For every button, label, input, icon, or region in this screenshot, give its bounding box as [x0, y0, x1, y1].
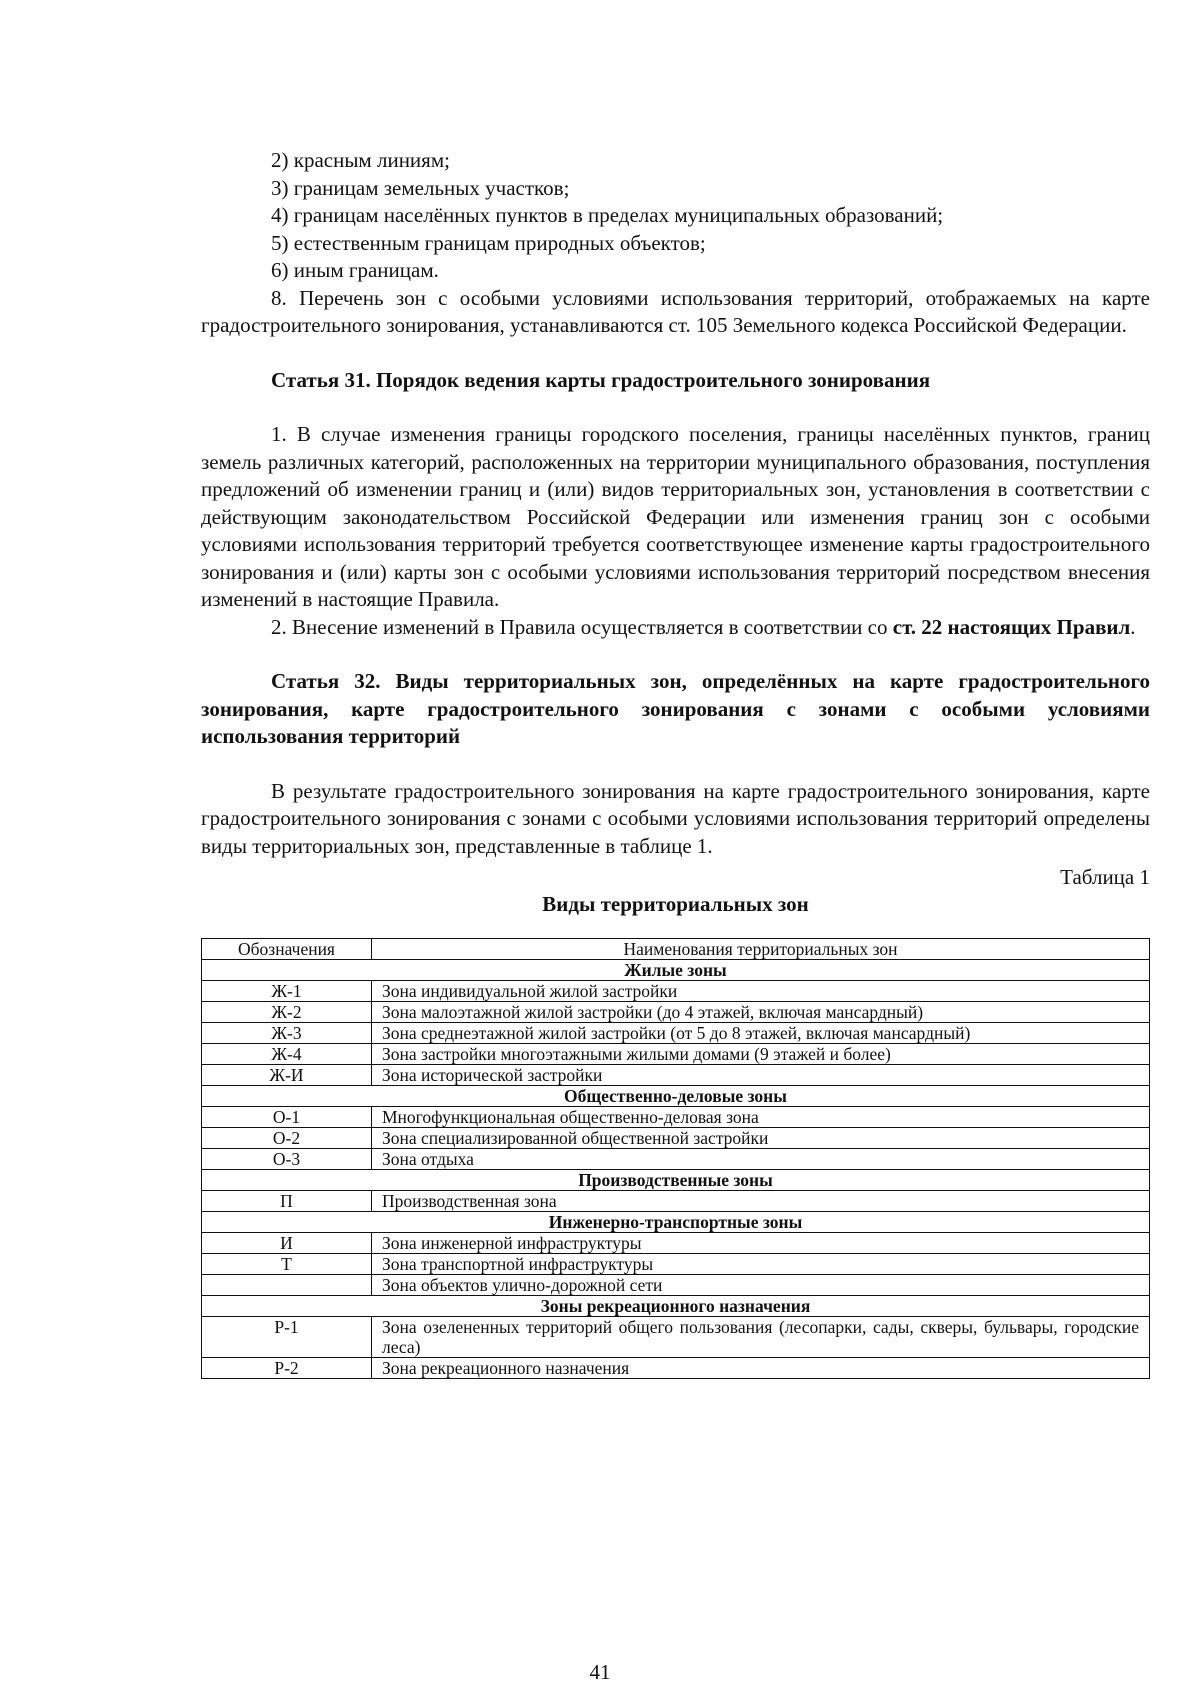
table-header-row — [202, 939, 1150, 960]
table-row — [202, 1023, 1150, 1044]
zone-code: Ж-1 — [202, 981, 372, 1002]
zone-name: Зона отдыха — [372, 1149, 1150, 1170]
table-row — [202, 1002, 1150, 1023]
article-31-paragraph-2-end: . — [1130, 614, 1136, 639]
zone-code: О-2 — [202, 1128, 372, 1149]
zone-code: Ж-3 — [202, 1023, 372, 1044]
article-31-paragraph-2-reference: ст. 22 настоящих Правил — [892, 614, 1131, 639]
zone-name: Зона озелененных территорий общего пользования (лесопарки, сады, скверы, бульвары, городские леса) — [372, 1317, 1150, 1358]
table-row — [202, 1275, 1150, 1296]
table-group-title: Инженерно-транспортные зоны — [202, 1212, 1150, 1233]
header-name: Наименования территориальных зон — [372, 939, 1150, 960]
zone-code: Т — [202, 1254, 372, 1275]
article-31-paragraph-2-text: 2. Внесение изменений в Правила осуществляется в соответствии со — [271, 614, 893, 639]
zone-name: Зона малоэтажной жилой застройки (до 4 этажей, включая мансардный) — [372, 1002, 1150, 1023]
table-row — [202, 1317, 1150, 1358]
table-group-row — [202, 1170, 1150, 1191]
table-row — [202, 1065, 1150, 1086]
table-group-title: Жилые зоны — [202, 960, 1150, 981]
zone-code: Р-2 — [202, 1358, 372, 1379]
zone-name: Производственная зона — [372, 1191, 1150, 1212]
zone-code: П — [202, 1191, 372, 1212]
article-31-title: Статья 31. Порядок ведения карты градостроительного зонирования — [271, 367, 931, 392]
top-margin — [201, 0, 1150, 147]
document-page — [201, 0, 1150, 1379]
table-row — [202, 1233, 1150, 1254]
zone-code: О-1 — [202, 1107, 372, 1128]
header-code: Обозначения — [202, 939, 372, 960]
table-group-title: Производственные зоны — [202, 1170, 1150, 1191]
list-item-4: 4) границам населённых пунктов в пределах муниципальных образований; — [271, 203, 944, 227]
table-row — [202, 1044, 1150, 1065]
zone-name: Зона застройки многоэтажными жилыми домами (9 этажей и более) — [372, 1044, 1150, 1065]
article-32-paragraph-1: В результате градостроительного зонирования на карте градостроительного зонирования, карте градостроительного зонирования с зонами с особыми условиями использования территорий определены виды территориальных зон, представленные в таблице 1. — [201, 778, 1150, 858]
zone-name: Зона специализированной общественной застройки — [372, 1128, 1150, 1149]
paragraph-8: 8. Перечень зон с особыми условиями использования территорий, отображаемых на карте градостроительного зонирования, устанавливаются ст. 105 Земельного кодекса Российской Федерации. — [201, 285, 1150, 337]
page-number: 41 — [589, 1660, 611, 1684]
list-item-6: 6) иным границам. — [271, 258, 439, 282]
zone-name: Зона индивидуальной жилой застройки — [372, 981, 1150, 1002]
table-group-row — [202, 960, 1150, 981]
table-row — [202, 1358, 1150, 1379]
table-group-row — [202, 1212, 1150, 1233]
table-title: Виды территориальных зон — [542, 892, 809, 916]
table-row — [202, 1107, 1150, 1128]
zone-name: Многофункциональная общественно-деловая зона — [372, 1107, 1150, 1128]
zone-code: Ж-2 — [202, 1002, 372, 1023]
table-row — [202, 1149, 1150, 1170]
table-group-title: Общественно-деловые зоны — [202, 1086, 1150, 1107]
zone-code: О-3 — [202, 1149, 372, 1170]
table-group-title: Зоны рекреационного назначения — [202, 1296, 1150, 1317]
list-item-5: 5) естественным границам природных объектов; — [271, 230, 706, 255]
article-32-title: Статья 32. Виды территориальных зон, определённых на карте градостроительного зонирования, карте градостроительного зонирования с зонами с особыми условиями использования территорий — [201, 669, 1150, 748]
table-group-row — [202, 1086, 1150, 1107]
article-31-paragraph-2 — [201, 614, 1150, 642]
zone-name: Зона среднеэтажной жилой застройки (от 5 до 8 этажей, включая мансардный) — [372, 1023, 1150, 1044]
table-row — [202, 1128, 1150, 1149]
table-row — [202, 1254, 1150, 1275]
table-row — [202, 1191, 1150, 1212]
list-item-2: 2) красным линиям; — [271, 148, 450, 172]
zone-name: Зона рекреационного назначения — [372, 1358, 1150, 1379]
zone-name: Зона объектов улично-дорожной сети — [372, 1275, 1150, 1296]
table-row — [202, 981, 1150, 1002]
zone-code: И — [202, 1233, 372, 1254]
table-label: Таблица 1 — [1060, 865, 1150, 889]
zone-code: Р-1 — [202, 1317, 372, 1358]
zone-name: Зона инженерной инфраструктуры — [372, 1233, 1150, 1254]
zones-table — [201, 938, 1150, 1379]
zone-code: Ж-И — [202, 1065, 372, 1086]
zone-code — [202, 1275, 372, 1296]
zone-name: Зона исторической застройки — [372, 1065, 1150, 1086]
table-group-row — [202, 1296, 1150, 1317]
list-item-3: 3) границам земельных участков; — [271, 175, 570, 200]
zone-name: Зона транспортной инфраструктуры — [372, 1254, 1150, 1275]
article-31-paragraph-1: 1. В случае изменения границы городского поселения, границы населённых пунктов, границ земель различных категорий, расположенных на территории муниципального образования, поступления предложений об изменении границ и (или) видов территориальных зон, установления в соответствии с действующим законодательством Российской Федерации или изменения границ зон с особыми условиями использования территорий требуется соответствующее изменение карты градостроительного зонирования и (или) карты зон с особыми условиями использования территорий посредством внесения изменений в настоящие Правила. — [201, 422, 1150, 611]
zone-code: Ж-4 — [202, 1044, 372, 1065]
